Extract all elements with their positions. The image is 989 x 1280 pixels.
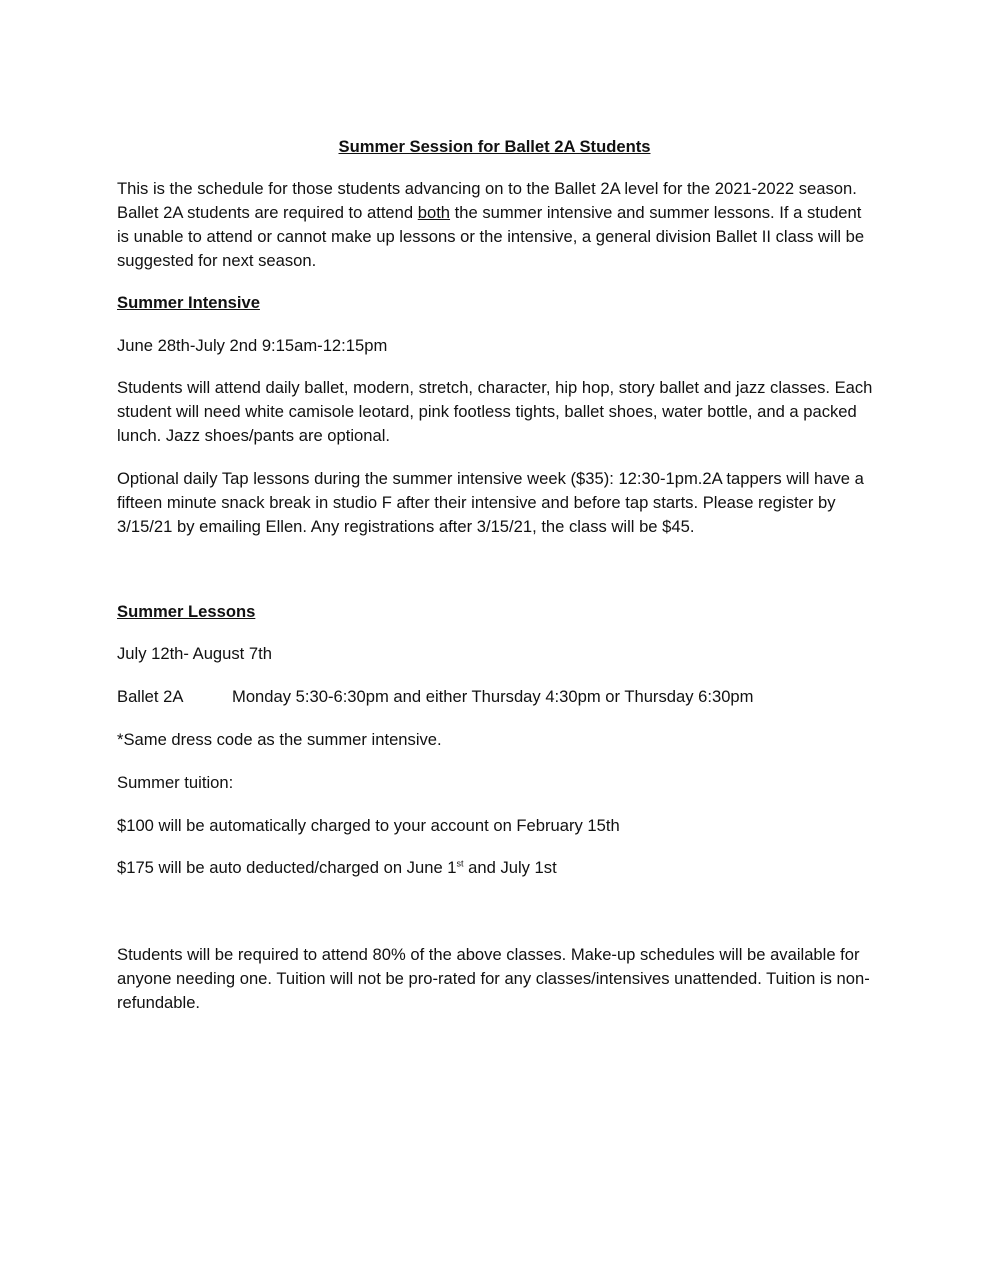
tuition-charge-1: $100 will be automatically charged to your account on February 15th	[117, 816, 620, 835]
class-name: Ballet 2A	[117, 687, 184, 706]
charge-2-text: $175 will be auto deducted/charged on June 1	[117, 858, 457, 877]
intro-emphasis: both	[417, 203, 451, 222]
summer-intensive-heading: Summer Intensive	[117, 293, 260, 312]
intro-text-end: the summer intensive and summer lessons. If a student is unable to attend or cannot make up lessons or the intensive, a general division Ballet II class will be suggested for next season.	[117, 203, 865, 270]
charge-2-text-end: and July 1st	[463, 858, 557, 877]
tuition-label: Summer tuition:	[117, 773, 234, 792]
lessons-dates: July 12th- August 7th	[117, 644, 272, 663]
class-schedule-row	[117, 685, 877, 709]
class-schedule: Monday 5:30-6:30pm and either Thursday 4:30pm or Thursday 6:30pm	[232, 687, 754, 706]
intensive-dates: June 28th-July 2nd 9:15am-12:15pm	[117, 336, 388, 355]
document-title: Summer Session for Ballet 2A Students	[338, 137, 651, 156]
tap-lessons-paragraph: Optional daily Tap lessons during the summer intensive week ($35): 12:30-1pm.2A tappers will have a fifteen minute snack break in studio F after their intensive and before tap starts. Please register by 3/15/21 by emailing Ellen. Any registrations after 3/15/21, the class will be $45.	[117, 469, 864, 536]
intro-text-start: This is the schedule for those students advancing on to the Ballet 2A level for the 2021-2022 season. Ballet 2A students are required to attend	[117, 179, 857, 222]
summer-lessons-heading: Summer Lessons	[117, 602, 256, 621]
intensive-details-paragraph: Students will attend daily ballet, modern, stretch, character, hip hop, story ballet and jazz classes. Each student will need white camisole leotard, pink footless tights, ballet shoes, water bottle, and a packed lunch. Jazz shoes/pants are optional.	[117, 378, 873, 445]
dress-code-note: *Same dress code as the summer intensive.	[117, 730, 442, 749]
intro-paragraph	[117, 177, 877, 273]
attendance-policy-paragraph: Students will be required to attend 80% of the above classes. Make-up schedules will be available for anyone needing one. Tuition will not be pro-rated for any classes/intensives unattended. Tuition is non-refundable.	[117, 945, 870, 1012]
charge-2-superscript: st	[456, 858, 464, 869]
tuition-charge-2	[117, 856, 877, 880]
